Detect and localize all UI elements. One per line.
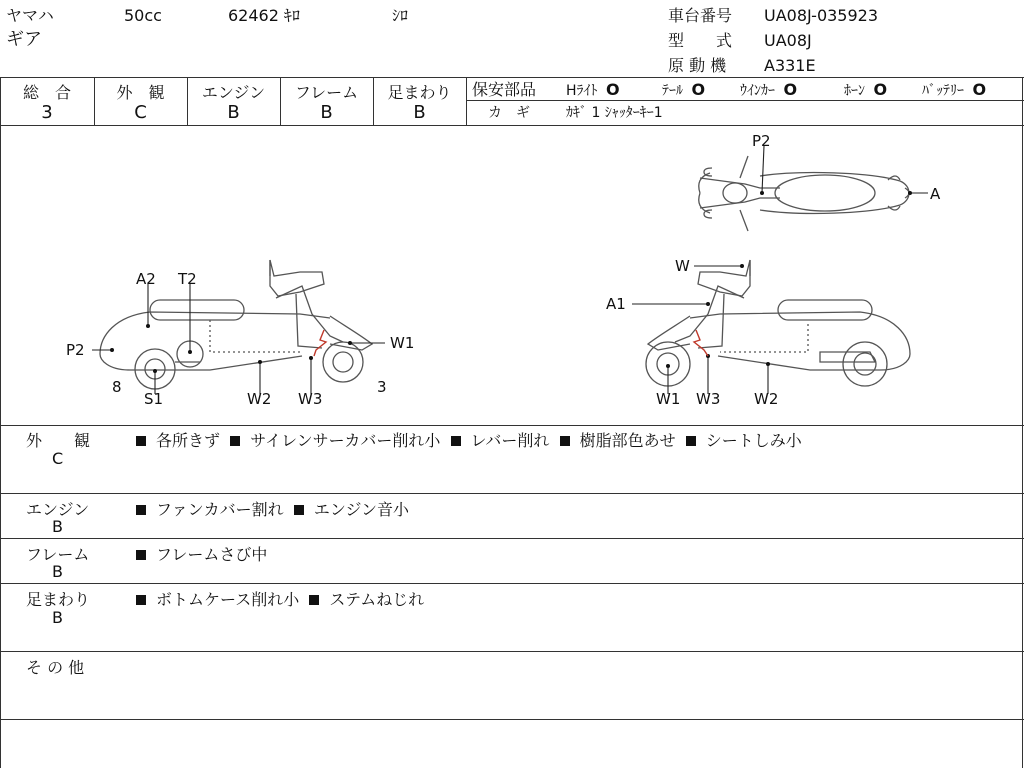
list-item: 樹脂部色あせ: [579, 431, 676, 450]
section-grade-suspension: B: [52, 608, 63, 627]
list-item: ファンカバー割れ: [156, 500, 284, 519]
safety-item-mark: O: [972, 80, 987, 99]
model-type: UA08J: [764, 31, 812, 50]
safety-item-headlight: [566, 80, 620, 101]
divider: [0, 651, 1024, 652]
diagram-label: W3: [298, 390, 323, 408]
safety-item-name: ﾎｰﾝ: [844, 83, 865, 99]
list-item: フレームさび中: [156, 545, 268, 564]
list-item: シートしみ小: [705, 431, 802, 450]
grade-value-overall: 3: [41, 102, 53, 123]
list-item: ステムねじれ: [329, 590, 425, 609]
bullet-icon: [136, 505, 146, 515]
bullet-icon: [230, 436, 240, 446]
section-title-engine: エンジン: [26, 500, 90, 519]
section-title-other: そ の 他: [26, 658, 85, 677]
safety-item-tail: [662, 80, 705, 101]
bullet-icon: [294, 505, 304, 515]
right-view-scooter: [646, 260, 910, 386]
grade-label-engine: エンジン: [201, 83, 266, 102]
divider: [0, 719, 1024, 720]
color: ｼﾛ: [392, 6, 409, 25]
grade-value-engine: B: [227, 102, 240, 123]
list-item: エンジン音小: [313, 500, 410, 519]
damage-mark: [694, 330, 708, 356]
diagram-label: W1: [390, 334, 415, 352]
divider: [1022, 77, 1023, 768]
section-title-suspension: 足まわり: [26, 590, 91, 609]
divider: [0, 77, 1024, 78]
diagram-label: A: [930, 185, 941, 203]
frame-no: UA08J-035923: [764, 6, 879, 25]
diagram-label: 8: [112, 378, 122, 396]
bullet-icon: [136, 550, 146, 560]
section-items-suspension: [136, 587, 424, 610]
bullet-icon: [309, 595, 319, 605]
divider: [0, 493, 1024, 494]
divider: [466, 77, 467, 125]
grade-label-overall: 総 合: [22, 83, 71, 102]
bullet-icon: [451, 436, 461, 446]
diagram-label: W: [675, 257, 690, 275]
displacement: 50cc: [124, 6, 162, 25]
grade-label-exterior: 外 観: [116, 83, 165, 102]
safety-item-mark: O: [605, 80, 620, 99]
safety-item-winker: [740, 80, 797, 101]
divider: [0, 538, 1024, 539]
model-type-label: 型 式: [668, 31, 733, 50]
section-grade-frame: B: [52, 562, 63, 581]
diagram-label: T2: [178, 270, 197, 288]
divider: [0, 583, 1024, 584]
safety-label: 保安部品: [472, 80, 537, 99]
section-grade-exterior: C: [52, 449, 64, 468]
list-item: サイレンサーカバー削れ小: [250, 431, 441, 450]
maker: ヤマハ: [6, 6, 54, 25]
safety-item-mark: O: [783, 80, 798, 99]
bullet-icon: [560, 436, 570, 446]
diagram-label: W3: [696, 390, 721, 408]
section-items-engine: [136, 497, 409, 520]
list-item: ボトムケース削れ小: [156, 590, 300, 609]
section-title-frame: フレーム: [26, 545, 90, 564]
section-grade-engine: B: [52, 517, 63, 536]
bullet-icon: [136, 436, 146, 446]
diagram-label: S1: [144, 390, 164, 408]
mileage: 62462 ｷﾛ: [228, 6, 300, 25]
engine-label: 原 動 機: [668, 56, 727, 75]
safety-item-name: ﾃｰﾙ: [662, 83, 683, 99]
top-view-scooter: [699, 156, 909, 231]
diagram-label: 3: [377, 378, 387, 396]
diagram-label: W2: [247, 390, 272, 408]
key-label: カ ギ: [488, 105, 530, 121]
safety-item-name: ｳｲﾝｶｰ: [740, 83, 775, 99]
grade-value-exterior: C: [134, 102, 147, 123]
list-item: 各所きず: [156, 431, 221, 450]
diagram-label: P2: [752, 132, 771, 150]
diagram-label: A2: [136, 270, 156, 288]
diagram-label: A1: [606, 295, 626, 313]
safety-item-name: Hﾗｲﾄ: [566, 83, 598, 99]
diagram-label: P2: [66, 341, 85, 359]
grade-value-frame: B: [320, 102, 333, 123]
engine-code: A331E: [764, 56, 816, 75]
diagram-label: W2: [754, 390, 779, 408]
safety-item-mark: O: [873, 80, 888, 99]
grade-label-frame: フレーム: [294, 83, 359, 102]
safety-item-name: ﾊﾞｯﾃﾘｰ: [922, 83, 964, 99]
section-title-exterior: 外 観: [26, 431, 91, 450]
key-value: ｶｷﾞ 1 ｼｬｯﾀｰｷｰ1: [566, 105, 663, 121]
model-name: ギア: [6, 29, 42, 50]
section-items-exterior: [136, 428, 802, 451]
safety-item-mark: O: [691, 80, 706, 99]
diagram-label: W1: [656, 390, 681, 408]
safety-item-horn: [844, 80, 887, 101]
scooter-diagram: [0, 126, 1022, 424]
bullet-icon: [686, 436, 696, 446]
grade-value-suspension: B: [413, 102, 426, 123]
bullet-icon: [136, 595, 146, 605]
section-items-frame: [136, 542, 267, 565]
grade-label-suspension: 足まわり: [387, 83, 452, 102]
divider: [0, 425, 1024, 426]
damage-mark: [314, 330, 326, 356]
frame-no-label: 車台番号: [668, 6, 733, 25]
safety-item-battery: [922, 80, 986, 101]
list-item: レバー削れ: [470, 431, 550, 450]
